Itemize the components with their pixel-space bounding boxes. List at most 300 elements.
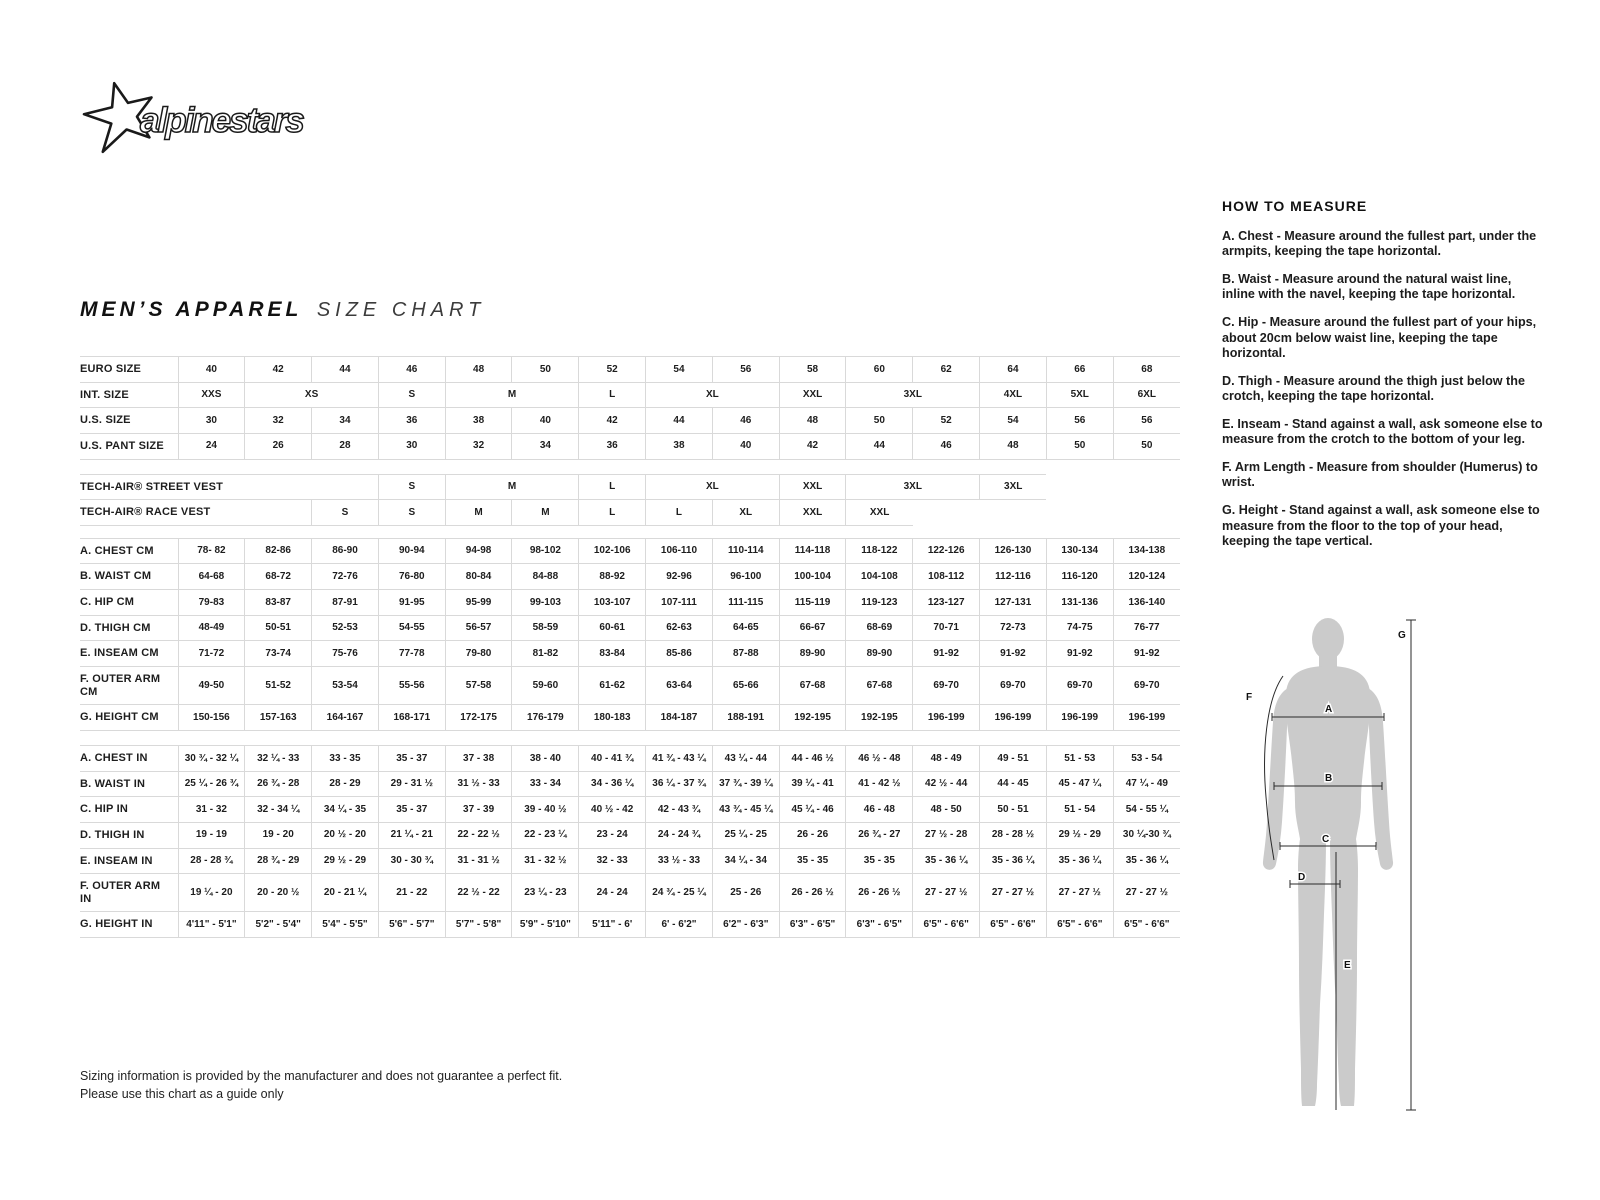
size-cell: 56 [712, 357, 779, 383]
figure-label-a: A [1325, 704, 1333, 715]
size-cell: 66-67 [779, 615, 846, 641]
figure-label-f: F [1246, 692, 1253, 703]
table-row [80, 745, 1180, 771]
size-cell: 31 - 32 ½ [512, 848, 579, 874]
size-cell: M [445, 474, 579, 500]
size-cell: 196-199 [913, 705, 980, 731]
size-cell: 72-76 [312, 564, 379, 590]
size-cell: 27 - 27 ½ [1113, 874, 1180, 912]
size-cell: 4'11" - 5'1" [178, 912, 245, 938]
size-cell: 78- 82 [178, 538, 245, 564]
size-cell: 56 [1046, 408, 1113, 434]
size-cell: 35 - 36 ¼ [913, 848, 980, 874]
size-chart-tables [80, 356, 1180, 938]
size-cell: 86-90 [312, 538, 379, 564]
size-cell: 55-56 [378, 667, 445, 705]
how-to-measure-panel [1222, 198, 1544, 562]
size-cell: 35 - 37 [378, 745, 445, 771]
size-cell: 69-70 [980, 667, 1047, 705]
size-table-vests [80, 474, 1180, 526]
size-cell: 88-92 [579, 564, 646, 590]
size-cell: 28 - 28 ¾ [178, 848, 245, 874]
size-cell: 24 [178, 433, 245, 459]
size-cell: 20 - 20 ½ [245, 874, 312, 912]
size-cell: 64-65 [712, 615, 779, 641]
size-cell: 130-134 [1046, 538, 1113, 564]
size-cell: 25 ¼ - 25 [712, 822, 779, 848]
table-row [80, 500, 1180, 526]
size-cell: 24 - 24 ¾ [646, 822, 713, 848]
alpinestars-logo [78, 80, 358, 169]
size-cell: 63-64 [646, 667, 713, 705]
size-cell: 68-72 [245, 564, 312, 590]
size-cell: 57-58 [445, 667, 512, 705]
size-cell: 74-75 [1046, 615, 1113, 641]
table-row [80, 408, 1180, 434]
size-cell: 77-78 [378, 641, 445, 667]
size-cell: 19 - 19 [178, 822, 245, 848]
size-cell: L [579, 500, 646, 526]
size-cell: M [445, 382, 579, 408]
size-cell: 62-63 [646, 615, 713, 641]
size-cell: 68 [1113, 357, 1180, 383]
size-cell: 25 ¼ - 26 ¾ [178, 771, 245, 797]
size-cell: 5'9" - 5'10" [512, 912, 579, 938]
size-cell: 188-191 [712, 705, 779, 731]
size-cell: 6'3" - 6'5" [846, 912, 913, 938]
size-cell: 36 ¼ - 37 ¾ [646, 771, 713, 797]
size-cell: 112-116 [980, 564, 1047, 590]
size-cell: 36 [579, 433, 646, 459]
size-cell: 28 ¾ - 29 [245, 848, 312, 874]
size-cell: 35 - 37 [378, 797, 445, 823]
size-cell: 98-102 [512, 538, 579, 564]
size-cell: 21 ¼ - 21 [378, 822, 445, 848]
size-cell: XL [646, 474, 780, 500]
size-cell: 184-187 [646, 705, 713, 731]
size-cell: M [445, 500, 512, 526]
size-cell: 84-88 [512, 564, 579, 590]
table-row [80, 822, 1180, 848]
size-cell: 102-106 [579, 538, 646, 564]
size-cell: 39 - 40 ½ [512, 797, 579, 823]
size-cell: 48 [980, 433, 1047, 459]
measure-instruction: C. Hip - Measure around the fullest part of your hips, about 20cm below waist line, keeping the tape horizontal. [1222, 315, 1537, 360]
size-cell: 116-120 [1046, 564, 1113, 590]
disclaimer-line-1: Sizing information is provided by the manufacturer and does not guarantee a perfect fit. [80, 1069, 563, 1083]
size-cell: 28 - 28 ½ [980, 822, 1047, 848]
size-cell: 192-195 [846, 705, 913, 731]
size-cell: 31 - 31 ½ [445, 848, 512, 874]
size-cell: 6'2" - 6'3" [712, 912, 779, 938]
size-cell: 42 - 43 ¾ [646, 797, 713, 823]
size-cell: 37 - 39 [445, 797, 512, 823]
size-cell: 69-70 [1046, 667, 1113, 705]
size-cell: 51 - 54 [1046, 797, 1113, 823]
figure-label-b: B [1325, 773, 1333, 784]
figure-label-d: D [1298, 872, 1306, 883]
size-cell: 58 [779, 357, 846, 383]
size-cell: 30 ¾ - 32 ¼ [178, 745, 245, 771]
size-cell: 126-130 [980, 538, 1047, 564]
row-label: D. THIGH IN [80, 822, 178, 848]
row-label: A. CHEST CM [80, 538, 178, 564]
size-cell: 42 [245, 357, 312, 383]
size-cell: 5'2" - 5'4" [245, 912, 312, 938]
size-cell: 91-95 [378, 590, 445, 616]
row-label: EURO SIZE [80, 357, 178, 383]
size-cell: 33 ½ - 33 [646, 848, 713, 874]
size-cell: 22 - 22 ½ [445, 822, 512, 848]
size-cell: 68-69 [846, 615, 913, 641]
size-cell: 38 - 40 [512, 745, 579, 771]
page-title-sub: SIZE CHART [316, 299, 486, 321]
size-cell: 180-183 [579, 705, 646, 731]
page-title [80, 298, 485, 322]
size-cell: 37 ¾ - 39 ¼ [712, 771, 779, 797]
size-cell: 40 [712, 433, 779, 459]
size-cell: 99-103 [512, 590, 579, 616]
size-cell: 26 - 26 ½ [779, 874, 846, 912]
size-cell: 73-74 [245, 641, 312, 667]
size-cell: 50 [1046, 433, 1113, 459]
size-cell: 6'5" - 6'6" [980, 912, 1047, 938]
size-table-sizes [80, 356, 1180, 460]
size-cell: 64-68 [178, 564, 245, 590]
size-cell: 33 - 35 [312, 745, 379, 771]
size-cell: 83-84 [579, 641, 646, 667]
size-cell: 54 [646, 357, 713, 383]
size-cell: 32 - 33 [579, 848, 646, 874]
size-cell: 28 - 29 [312, 771, 379, 797]
size-cell: 196-199 [980, 705, 1047, 731]
size-cell: 40 - 41 ¾ [579, 745, 646, 771]
size-cell: 5'6" - 5'7" [378, 912, 445, 938]
size-cell: 27 - 27 ½ [980, 874, 1047, 912]
table-row [80, 667, 1180, 705]
size-cell: 35 - 36 ¼ [1113, 848, 1180, 874]
table-row [80, 357, 1180, 383]
size-cell: 85-86 [646, 641, 713, 667]
size-cell: L [646, 500, 713, 526]
size-cell: 5'7" - 5'8" [445, 912, 512, 938]
size-cell: S [312, 500, 379, 526]
size-cell: 44 [846, 433, 913, 459]
size-cell: 75-76 [312, 641, 379, 667]
measure-instruction: F. Arm Length - Measure from shoulder (Humerus) to wrist. [1222, 460, 1538, 490]
measurement-figure [1228, 612, 1498, 1122]
size-cell: 106-110 [646, 538, 713, 564]
empty-cell [913, 500, 1180, 526]
size-cell: 92-96 [646, 564, 713, 590]
size-cell: 5XL [1046, 382, 1113, 408]
size-cell: 48 - 50 [913, 797, 980, 823]
size-cell: 51 - 53 [1046, 745, 1113, 771]
size-cell: 89-90 [846, 641, 913, 667]
size-cell: M [512, 500, 579, 526]
size-cell: 91-92 [1046, 641, 1113, 667]
size-cell: 34 - 36 ¼ [579, 771, 646, 797]
size-cell: 41 - 42 ½ [846, 771, 913, 797]
size-cell: 100-104 [779, 564, 846, 590]
size-cell: 26 [245, 433, 312, 459]
size-cell: 71-72 [178, 641, 245, 667]
size-cell: XXL [779, 382, 846, 408]
row-label: F. OUTER ARM CM [80, 667, 178, 705]
size-cell: 196-199 [1046, 705, 1113, 731]
size-cell: 26 ¾ - 27 [846, 822, 913, 848]
size-cell: 6'5" - 6'6" [1046, 912, 1113, 938]
size-cell: 34 [512, 433, 579, 459]
size-cell: 40 [512, 408, 579, 434]
table-row [80, 590, 1180, 616]
size-cell: 56 [1113, 408, 1180, 434]
size-cell: 30 ¼-30 ¾ [1113, 822, 1180, 848]
table-row [80, 564, 1180, 590]
table-row [80, 474, 1180, 500]
size-cell: 33 - 34 [512, 771, 579, 797]
size-cell: 6'3" - 6'5" [779, 912, 846, 938]
size-cell: 136-140 [1113, 590, 1180, 616]
size-cell: 25 - 26 [712, 874, 779, 912]
row-label: B. WAIST IN [80, 771, 178, 797]
size-cell: 45 ¼ - 46 [779, 797, 846, 823]
size-cell: 83-87 [245, 590, 312, 616]
size-cell: 34 ¼ - 35 [312, 797, 379, 823]
size-cell: 3XL [846, 382, 980, 408]
size-cell: 87-88 [712, 641, 779, 667]
size-cell: 67-68 [779, 667, 846, 705]
size-cell: 42 ½ - 44 [913, 771, 980, 797]
size-cell: 111-115 [712, 590, 779, 616]
measure-instruction: G. Height - Stand against a wall, ask someone else to measure from the floor to the top of your head, keeping the tape vertical. [1222, 503, 1540, 548]
size-cell: 32 - 34 ¼ [245, 797, 312, 823]
size-cell: 3XL [846, 474, 980, 500]
size-cell: 22 ½ - 22 [445, 874, 512, 912]
row-label: G. HEIGHT IN [80, 912, 178, 938]
size-cell: 72-73 [980, 615, 1047, 641]
size-cell: 34 [312, 408, 379, 434]
size-table-cm [80, 538, 1180, 731]
size-cell: 79-83 [178, 590, 245, 616]
size-cell: 123-127 [913, 590, 980, 616]
size-cell: 50-51 [245, 615, 312, 641]
size-cell: 115-119 [779, 590, 846, 616]
row-label: C. HIP IN [80, 797, 178, 823]
size-cell: 51-52 [245, 667, 312, 705]
size-cell: 59-60 [512, 667, 579, 705]
size-cell: 6' - 6'2" [646, 912, 713, 938]
size-cell: XXL [779, 474, 846, 500]
size-cell: 108-112 [913, 564, 980, 590]
size-cell: 54-55 [378, 615, 445, 641]
size-cell: 58-59 [512, 615, 579, 641]
size-cell: XXL [779, 500, 846, 526]
table-row [80, 874, 1180, 912]
size-cell: 96-100 [712, 564, 779, 590]
size-cell: 27 - 27 ½ [913, 874, 980, 912]
size-cell: 46 [378, 357, 445, 383]
size-cell: 20 ½ - 20 [312, 822, 379, 848]
size-cell: XL [712, 500, 779, 526]
size-cell: 32 [245, 408, 312, 434]
size-cell: 27 - 27 ½ [1046, 874, 1113, 912]
size-cell: 49 - 51 [980, 745, 1047, 771]
size-cell: S [378, 500, 445, 526]
size-cell: 70-71 [913, 615, 980, 641]
size-cell: 67-68 [846, 667, 913, 705]
size-cell: 26 - 26 [779, 822, 846, 848]
size-cell: 4XL [980, 382, 1047, 408]
size-cell: 39 ¼ - 41 [779, 771, 846, 797]
size-cell: 32 ¼ - 33 [245, 745, 312, 771]
size-cell: 118-122 [846, 538, 913, 564]
figure-label-e: E [1344, 960, 1351, 971]
size-cell: 24 ¾ - 25 ¼ [646, 874, 713, 912]
size-cell: 30 [378, 433, 445, 459]
size-cell: 43 ¼ - 44 [712, 745, 779, 771]
size-cell: L [579, 382, 646, 408]
size-cell: 53 - 54 [1113, 745, 1180, 771]
size-cell: 48 [445, 357, 512, 383]
size-cell: 35 - 36 ¼ [980, 848, 1047, 874]
size-cell: 65-66 [712, 667, 779, 705]
size-cell: 157-163 [245, 705, 312, 731]
table-row [80, 433, 1180, 459]
size-cell: L [579, 474, 646, 500]
size-cell: 48 - 49 [913, 745, 980, 771]
size-cell: 23 ¼ - 23 [512, 874, 579, 912]
empty-cell [1046, 474, 1180, 500]
size-cell: 29 ½ - 29 [312, 848, 379, 874]
size-cell: 91-92 [980, 641, 1047, 667]
size-cell: 62 [913, 357, 980, 383]
row-label: F. OUTER ARM IN [80, 874, 178, 912]
row-label: U.S. SIZE [80, 408, 178, 434]
row-label: TECH-AIR® STREET VEST [80, 474, 178, 500]
size-cell: 23 - 24 [579, 822, 646, 848]
size-cell: 48 [779, 408, 846, 434]
size-cell: 42 [779, 433, 846, 459]
size-cell: 50 [846, 408, 913, 434]
size-cell: 42 [579, 408, 646, 434]
size-cell: 107-111 [646, 590, 713, 616]
size-cell: 46 - 48 [846, 797, 913, 823]
disclaimer [80, 1068, 562, 1103]
size-cell: 44 [646, 408, 713, 434]
size-cell: 27 ½ - 28 [913, 822, 980, 848]
size-cell: 127-131 [980, 590, 1047, 616]
table-row [80, 382, 1180, 408]
size-cell: 64 [980, 357, 1047, 383]
table-row [80, 538, 1180, 564]
size-cell: 79-80 [445, 641, 512, 667]
row-label: E. INSEAM CM [80, 641, 178, 667]
size-cell: 150-156 [178, 705, 245, 731]
table-row [80, 641, 1180, 667]
measure-instruction: A. Chest - Measure around the fullest part, under the armpits, keeping the tape horizontal. [1222, 229, 1537, 259]
size-cell: 81-82 [512, 641, 579, 667]
size-cell: 49-50 [178, 667, 245, 705]
disclaimer-line-2: Please use this chart as a guide only [80, 1086, 284, 1101]
size-cell: S [378, 382, 445, 408]
size-cell: XXS [178, 382, 245, 408]
size-cell: 48-49 [178, 615, 245, 641]
measure-instruction: E. Inseam - Stand against a wall, ask someone else to measure from the crotch to the bottom of your leg. [1222, 416, 1543, 447]
size-cell: 31 ½ - 33 [445, 771, 512, 797]
size-cell: S [378, 474, 445, 500]
row-label: B. WAIST CM [80, 564, 178, 590]
size-cell: 131-136 [1046, 590, 1113, 616]
size-cell: 69-70 [913, 667, 980, 705]
size-cell: 34 ¼ - 34 [712, 848, 779, 874]
size-cell: 134-138 [1113, 538, 1180, 564]
row-label: D. THIGH CM [80, 615, 178, 641]
logo-wordmark: alpinestars [140, 101, 303, 140]
size-cell: 40 [178, 357, 245, 383]
size-cell: 103-107 [579, 590, 646, 616]
size-cell: 37 - 38 [445, 745, 512, 771]
size-cell: 50 - 51 [980, 797, 1047, 823]
size-cell: 50 [512, 357, 579, 383]
size-cell: 54 [980, 408, 1047, 434]
size-cell: 41 ¾ - 43 ¼ [646, 745, 713, 771]
size-cell: 89-90 [779, 641, 846, 667]
table-row [80, 848, 1180, 874]
size-cell: 35 - 35 [779, 848, 846, 874]
size-cell: 94-98 [445, 538, 512, 564]
measure-instruction: D. Thigh - Measure around the thigh just below the crotch, keeping the tape horizontal. [1222, 373, 1525, 403]
size-cell: 168-171 [378, 705, 445, 731]
table-row [80, 615, 1180, 641]
size-cell: 110-114 [712, 538, 779, 564]
size-cell: 3XL [980, 474, 1047, 500]
how-to-measure-text [1222, 229, 1544, 549]
size-cell: 76-80 [378, 564, 445, 590]
size-cell: 30 [178, 408, 245, 434]
size-cell: 5'11" - 6' [579, 912, 646, 938]
size-cell: 47 ¼ - 49 [1113, 771, 1180, 797]
size-cell: 21 - 22 [378, 874, 445, 912]
size-cell: 50 [1113, 433, 1180, 459]
size-cell: 36 [378, 408, 445, 434]
figure-label-c: C [1322, 834, 1330, 845]
size-cell: 66 [1046, 357, 1113, 383]
size-cell: 44 [312, 357, 379, 383]
size-cell: 172-175 [445, 705, 512, 731]
size-table-in [80, 745, 1180, 938]
size-cell: 24 - 24 [579, 874, 646, 912]
alpinestars-logo-icon [78, 80, 358, 164]
size-cell: 6'5" - 6'6" [1113, 912, 1180, 938]
size-cell: 52 [579, 357, 646, 383]
size-cell: 87-91 [312, 590, 379, 616]
size-cell: 69-70 [1113, 667, 1180, 705]
size-cell: 196-199 [1113, 705, 1180, 731]
row-label: A. CHEST IN [80, 745, 178, 771]
size-cell: 52 [913, 408, 980, 434]
size-cell: 45 - 47 ¼ [1046, 771, 1113, 797]
size-cell: 91-92 [1113, 641, 1180, 667]
size-cell: 114-118 [779, 538, 846, 564]
row-label: TECH-AIR® RACE VEST [80, 500, 178, 526]
size-cell: 44 - 46 ½ [779, 745, 846, 771]
size-cell: 38 [646, 433, 713, 459]
table-row [80, 771, 1180, 797]
size-cell: 31 - 32 [178, 797, 245, 823]
size-cell: 35 - 35 [846, 848, 913, 874]
size-cell: 38 [445, 408, 512, 434]
